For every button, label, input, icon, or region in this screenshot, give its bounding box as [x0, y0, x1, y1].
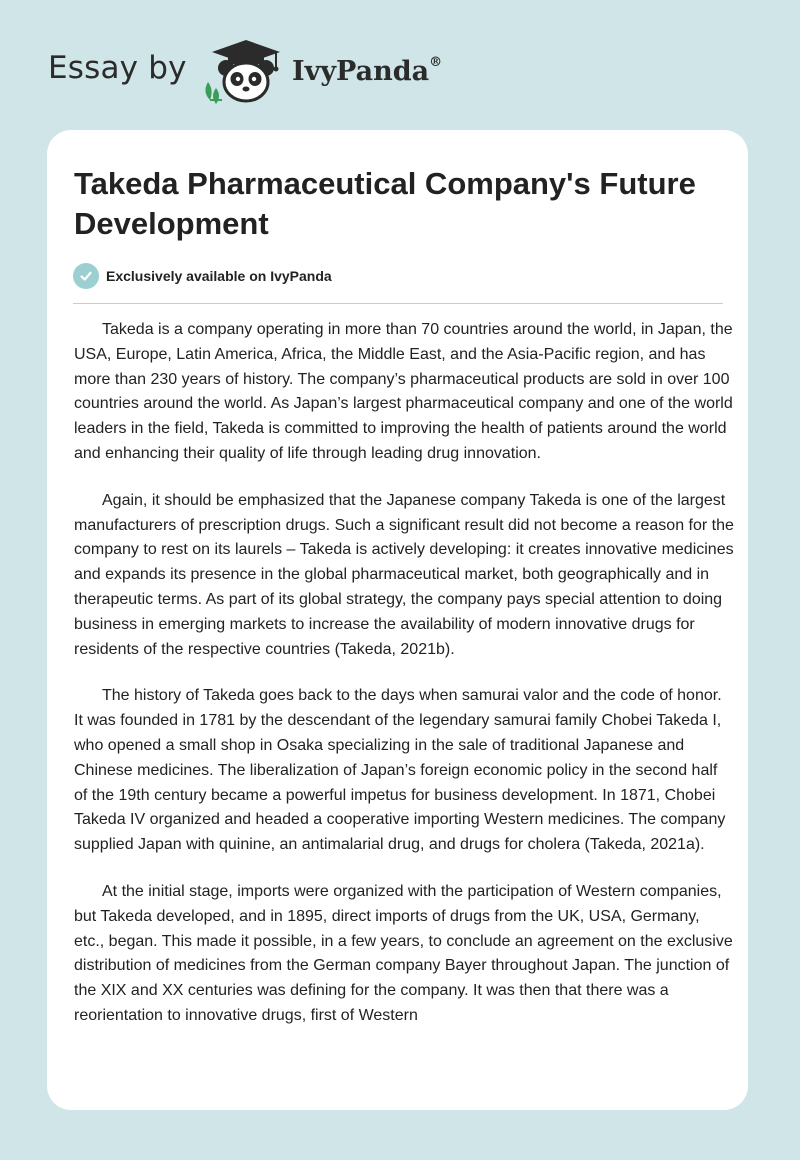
paragraph: Again, it should be emphasized that the Japanese company Takeda is one of the largest manufacturers of prescription drugs. Such a significant result did not become a reason for the company to rest on its laurels – Takeda is actively developing: it creates innovative medicines and expands its presence in the global pharmaceutical market, both geographically and in therapeutic terms. As part of its global strategy, the company pays special attention to doing business in emerging markets to increase the availability of modern innovative drugs for residents of the respective countries (Takeda, 2021b).	[74, 491, 734, 658]
brand-name[interactable]: IvyPanda®	[292, 55, 443, 87]
badge-label: Exclusively available on IvyPanda	[106, 268, 332, 284]
site-header	[48, 30, 548, 110]
article-title: Takeda Pharmaceutical Company's Future Development	[74, 166, 696, 241]
essay-by-label: Essay by	[48, 50, 187, 86]
check-circle-icon	[73, 263, 99, 289]
exclusive-badge	[73, 263, 332, 289]
article-body	[74, 318, 734, 1051]
paragraph: The history of Takeda goes back to the days when samurai valor and the code of honor. It was founded in 1781 by the descendant of the legendary samurai family Chobei Takeda I, who opened a small shop in Osaka specializing in the sale of traditional Japanese and Chinese medicines. The liberalization of Japan’s foreign economic policy in the second half of the 19th century became a powerful impetus for business development. In 1871, Chobei Takeda IV organized and headed a cooperative importing Western medicines. The company supplied Japan with quinine, an antimalarial drug, and drugs for cholera (Takeda, 2021a).	[74, 687, 726, 854]
panda-graduate-icon[interactable]	[200, 34, 292, 106]
paragraph: Takeda is a company operating in more than 70 countries around the world, in Japan, the USA, Europe, Latin America, Africa, the Middle East, and the Asia-Pacific region, and has more than 230 years of history. The company’s pharmaceutical products are sold in over 100 countries around the world. As Japan’s largest pharmaceutical company and one of the world leaders in the field, Takeda is committed to improving the health of patients around the world and enhancing their quality of life through leading drug innovation.	[74, 321, 733, 462]
divider	[73, 303, 723, 304]
article-card	[47, 130, 748, 1110]
paragraph: At the initial stage, imports were organized with the participation of Western companies, but Takeda developed, and in 1895, direct imports of drugs from the UK, USA, Germany, etc., began. This made it possible, in a few years, to conclude an agreement on the exclusive distribution of medicines from the German company Bayer throughout Japan. The junction of the XIX and XX centuries was defining for the company. It was then that there was a reorientation to innovative drugs, first of Western	[74, 882, 733, 1024]
registered-mark: ®	[429, 55, 443, 70]
